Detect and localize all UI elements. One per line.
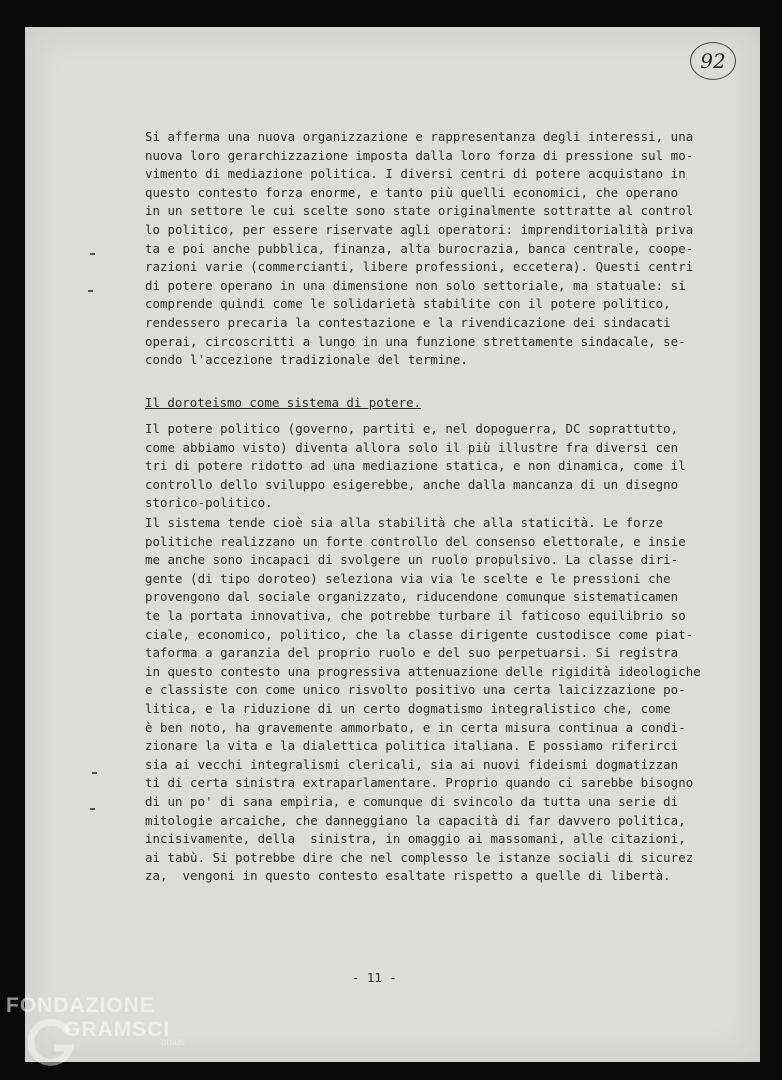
page-folio: - 11 -: [352, 970, 397, 985]
watermark-line-3: onlus: [161, 1037, 185, 1048]
paragraph-3: Il sistema tende cioè sia alla stabilità che alla staticità. Le forze politiche realizzano un forte controllo del consenso elettorale, e insie me anche sono incapaci di svolgere un ruolo propulsivo. La classe diri- gente (di tipo doroteo) seleziona via via le scelte e le pressioni che provengono dal sociale organizzato, riducendone comunque sistematicamen te la portata innovativa, che potrebbe turbare il faticoso equilibrio so ciale, economico, politico, che la classe dirigente custodisce come piat- taforma a garanzia del proprio ruolo e del suo perpetuarsi. Si registra in questo contesto una progressiva attenuazione delle rigidità ideologiche e classiste con come unico risvolto positivo una certa laicizzazione po- litica, e la riduzione di un certo dogmatismo integralistico che, come è ben noto, ha gravemente ammorbato, e in certa misura continua a condi- zionare la vita e la dialettica politica italiana. E possiamo riferirci sia ai vecchi integralismi clericali, sia ai nuovi fideismi dogmatizzan ti di certa sinistra extraparlamentare. Proprio quando ci sarebbe bisogno di un po' di sana empiria, e comunque di svincolo da tutta una serie di mitologie arcaiche, che danneggiano la capacità di far davvero politica, incisivamente, della sinistra, in omaggio ai massomani, alle citazioni, ai tabù. Si potrebbe dire che nel complesso le istanze sociali di sicurez za, vengoni in questo contesto esaltate rispetto a quelle di libertà.: [145, 515, 701, 884]
margin-mark: [90, 808, 95, 810]
section-heading: Il doroteismo come sistema di potere.: [145, 395, 422, 410]
paragraph-1: Si afferma una nuova organizzazione e rappresentanza degli interessi, una nuova loro gerarchizzazione imposta dalla loro forza di pressione sul mo- vimento di mediazione politica. I diversi centri di potere acquistano in questo contesto forza enorme, e tanto più quelli economici, che operano in un settore le cui scelte sono state originalmente sottratte al control lo politico, per essere riservate agli operatori: imprenditorialità priva ta e poi anche pubblica, finanza, alta burocrazia, banca centrale, coope- razioni varie (commercianti, libere professioni, eccetera). Questi centri di potere operano in una dimensione non solo settoriale, ma statuale: si comprende quindi come le solidarietà stabilite con il potere politico, rendessero precaria la contestazione e la rivendicazione dei sindacati operai, circoscritti a lungo in una funzione strettamente sindacale, se- condo l'accezione tradizionale del termine.: [145, 129, 694, 368]
paragraph-2: Il potere politico (governo, partiti e, nel dopoguerra, DC soprattutto, come abbiamo visto) diventa allora solo il più illustre fra diversi cen tri di potere ridotto ad una mediazione statica, e non dinamica, come il controllo dello sviluppo esigerebbe, anche dalla mancanza di un disegno storico-politico.: [145, 421, 686, 511]
handwritten-page-number: [690, 42, 736, 80]
margin-mark: [90, 253, 95, 255]
watermark: [6, 995, 185, 1048]
page-number-text: 92: [700, 49, 726, 73]
margin-mark: [88, 290, 93, 292]
margin-mark: [92, 772, 97, 774]
watermark-line-2: GRAMSCI: [64, 1018, 171, 1041]
watermark-line-1: FONDAZIONE: [6, 994, 155, 1017]
